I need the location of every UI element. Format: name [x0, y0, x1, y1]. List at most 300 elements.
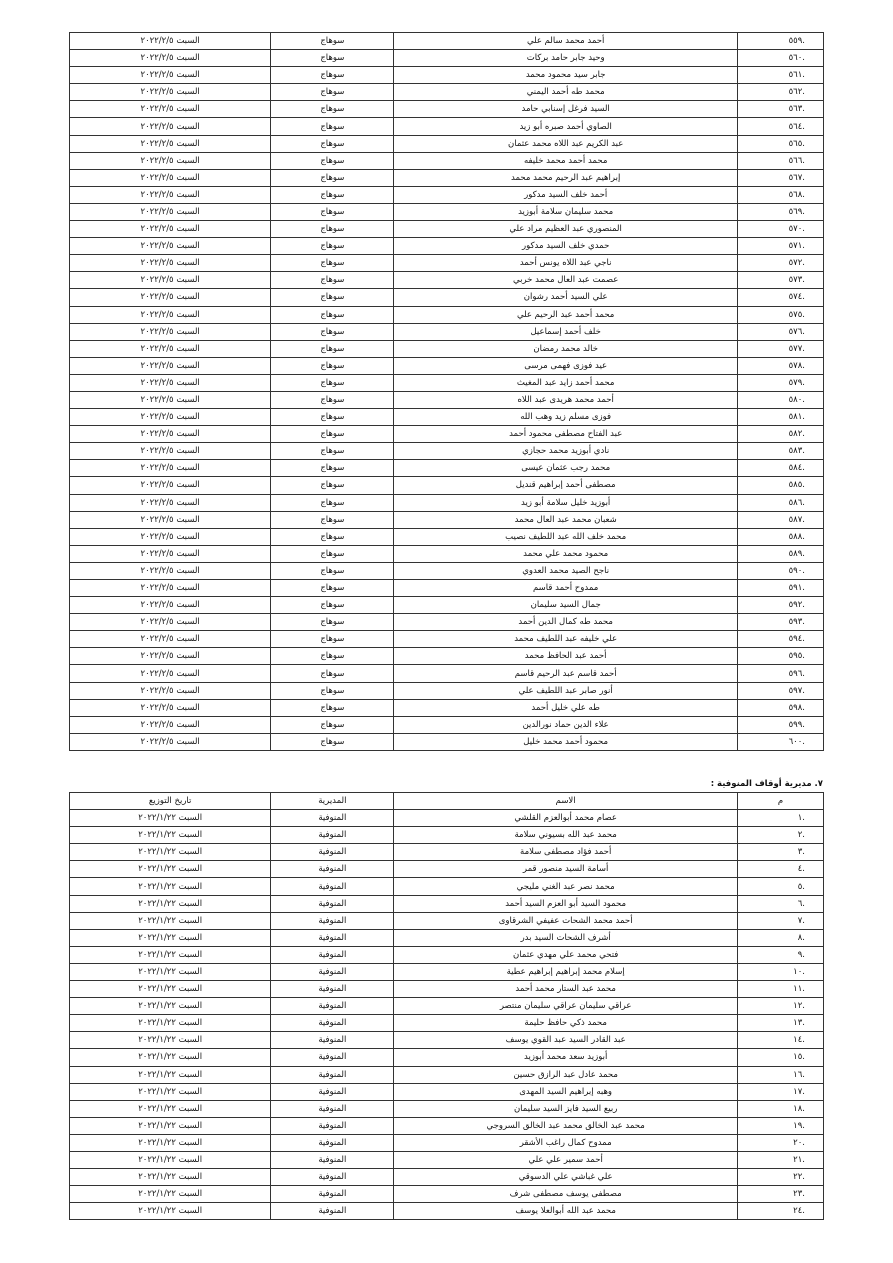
row-date: السبت ٢٠٢٢/٢/٥ [70, 648, 271, 665]
row-directorate: سوهاج [271, 238, 394, 255]
row-date: السبت ٢٠٢٢/١/٢٢ [70, 981, 271, 998]
row-number: .١٨ [737, 1100, 823, 1117]
row-directorate: المنوفية [271, 1032, 394, 1049]
row-number: .٥٩٣ [737, 614, 823, 631]
row-number: .٥٧١ [737, 238, 823, 255]
row-date: السبت ٢٠٢٢/٢/٥ [70, 357, 271, 374]
row-name: إسلام محمد إبراهيم إبراهيم عطية [394, 963, 737, 980]
table-row [70, 289, 824, 306]
row-date: السبت ٢٠٢٢/٢/٥ [70, 597, 271, 614]
table-row [70, 477, 824, 494]
header-directorate: المديرية [271, 793, 394, 810]
row-date: السبت ٢٠٢٢/١/٢٢ [70, 946, 271, 963]
table-row [70, 169, 824, 186]
row-directorate: المنوفية [271, 981, 394, 998]
row-number: .٥٩٩ [737, 716, 823, 733]
row-date: السبت ٢٠٢٢/٢/٥ [70, 169, 271, 186]
row-directorate: سوهاج [271, 460, 394, 477]
table-row [70, 221, 824, 238]
row-number: .٦ [737, 895, 823, 912]
table-row [70, 33, 824, 50]
row-date: السبت ٢٠٢٢/١/٢٢ [70, 963, 271, 980]
table-row [70, 340, 824, 357]
row-directorate: المنوفية [271, 878, 394, 895]
row-name: أبوزيد خليل سلامة أبو زيد [394, 494, 737, 511]
row-directorate: سوهاج [271, 528, 394, 545]
row-name: ناجح الصيد محمد العدوي [394, 562, 737, 579]
table-row [70, 391, 824, 408]
row-name: المنصوري عبد العظيم مراد علي [394, 221, 737, 238]
row-date: السبت ٢٠٢٢/٢/٥ [70, 494, 271, 511]
row-directorate: سوهاج [271, 494, 394, 511]
row-date: السبت ٢٠٢٢/٢/٥ [70, 409, 271, 426]
row-name: خلف أحمد إسماعيل [394, 323, 737, 340]
row-number: .٥٧٩ [737, 374, 823, 391]
table-row [70, 460, 824, 477]
table-row [70, 614, 824, 631]
table-row [70, 827, 824, 844]
row-number: .٥٦٨ [737, 186, 823, 203]
row-directorate: سوهاج [271, 631, 394, 648]
row-date: السبت ٢٠٢٢/٢/٥ [70, 580, 271, 597]
row-name: أحمد قاسم عبد الرحيم قاسم [394, 665, 737, 682]
row-directorate: المنوفية [271, 1049, 394, 1066]
row-date: السبت ٢٠٢٢/١/٢٢ [70, 1169, 271, 1186]
row-name: جابر سيد محمود محمد [394, 67, 737, 84]
row-date: السبت ٢٠٢٢/١/٢٢ [70, 998, 271, 1015]
row-directorate: سوهاج [271, 152, 394, 169]
table-row [70, 306, 824, 323]
row-number: .٥٨٤ [737, 460, 823, 477]
row-date: السبت ٢٠٢٢/١/٢٢ [70, 861, 271, 878]
row-number: .١٩ [737, 1117, 823, 1134]
table-row [70, 1203, 824, 1220]
row-date: السبت ٢٠٢٢/٢/٥ [70, 135, 271, 152]
row-directorate: سوهاج [271, 614, 394, 631]
row-directorate: المنوفية [271, 1083, 394, 1100]
row-date: السبت ٢٠٢٢/٢/٥ [70, 665, 271, 682]
header-date: تاريخ التوزيع [70, 793, 271, 810]
row-directorate: المنوفية [271, 861, 394, 878]
table-row [70, 545, 824, 562]
row-name: أحمد خلف السيد مدكور [394, 186, 737, 203]
row-name: محمود محمد علي محمد [394, 545, 737, 562]
row-date: السبت ٢٠٢٢/٢/٥ [70, 562, 271, 579]
row-directorate: المنوفية [271, 998, 394, 1015]
row-date: السبت ٢٠٢٢/٢/٥ [70, 614, 271, 631]
row-date: السبت ٢٠٢٢/١/٢٢ [70, 827, 271, 844]
row-directorate: سوهاج [271, 135, 394, 152]
table-row [70, 810, 824, 827]
table-row [70, 1083, 824, 1100]
row-directorate: سوهاج [271, 716, 394, 733]
row-directorate: سوهاج [271, 648, 394, 665]
row-number: .٥٨٣ [737, 443, 823, 460]
row-name: مصطفى أحمد إبراهيم قنديل [394, 477, 737, 494]
row-number: .٥٨٩ [737, 545, 823, 562]
row-number: .٥٩٠ [737, 562, 823, 579]
row-date: السبت ٢٠٢٢/٢/٥ [70, 101, 271, 118]
row-date: السبت ٢٠٢٢/٢/٥ [70, 272, 271, 289]
row-name: علاء الدين حماد نورالدين [394, 716, 737, 733]
row-number: .٢٢ [737, 1169, 823, 1186]
row-name: مصطفى يوسف مصطفى شرف [394, 1186, 737, 1203]
menoufia-table [69, 792, 824, 1220]
table-row [70, 878, 824, 895]
row-directorate: المنوفية [271, 1203, 394, 1220]
row-name: محمد عبد الخالق محمد عبد الخالق السروجي [394, 1117, 737, 1134]
row-directorate: سوهاج [271, 545, 394, 562]
row-number: .٥٧٠ [737, 221, 823, 238]
row-name: محمد أحمد عبد الرحيم علي [394, 306, 737, 323]
row-name: أبوزيد سعد محمد أبوزيد [394, 1049, 737, 1066]
row-directorate: سوهاج [271, 682, 394, 699]
table-row [70, 1032, 824, 1049]
row-number: .٥٦٩ [737, 203, 823, 220]
row-directorate: سوهاج [271, 272, 394, 289]
row-directorate: سوهاج [271, 340, 394, 357]
row-number: .٥٨٠ [737, 391, 823, 408]
row-number: .٥٩١ [737, 580, 823, 597]
row-number: .١٣ [737, 1015, 823, 1032]
table-row [70, 1015, 824, 1032]
row-number: .١١ [737, 981, 823, 998]
table-row [70, 238, 824, 255]
row-name: إبراهيم عبد الرحيم محمد محمد [394, 169, 737, 186]
row-directorate: سوهاج [271, 580, 394, 597]
row-directorate: المنوفية [271, 810, 394, 827]
table-row [70, 929, 824, 946]
row-number: .٥٧٤ [737, 289, 823, 306]
row-name: محمود أحمد محمد خليل [394, 733, 737, 750]
row-directorate: المنوفية [271, 895, 394, 912]
row-number: .٥٩٨ [737, 699, 823, 716]
row-date: السبت ٢٠٢٢/٢/٥ [70, 545, 271, 562]
table-row [70, 648, 824, 665]
row-name: محمد نصر عبد الغني مليجي [394, 878, 737, 895]
row-directorate: سوهاج [271, 597, 394, 614]
row-number: .٢٠ [737, 1134, 823, 1151]
row-name: وحيد جابر حامد بركات [394, 50, 737, 67]
row-number: .٥٦٤ [737, 118, 823, 135]
row-name: شعبان محمد عبد العال محمد [394, 511, 737, 528]
row-date: السبت ٢٠٢٢/١/٢٢ [70, 912, 271, 929]
row-name: خالد محمد رمضان [394, 340, 737, 357]
row-date: السبت ٢٠٢٢/٢/٥ [70, 443, 271, 460]
row-number: .٢٤ [737, 1203, 823, 1220]
table-row [70, 357, 824, 374]
table-row [70, 733, 824, 750]
row-number: .٥٩٥ [737, 648, 823, 665]
row-number: .٥٦٠ [737, 50, 823, 67]
row-name: أحمد سمير علي علي [394, 1151, 737, 1168]
row-name: ممدوح كمال راغب الأشقر [394, 1134, 737, 1151]
row-number: .٥٨٨ [737, 528, 823, 545]
row-number: .٥٦٢ [737, 84, 823, 101]
row-date: السبت ٢٠٢٢/٢/٥ [70, 374, 271, 391]
row-name: أشرف الشحات السيد بدر [394, 929, 737, 946]
row-directorate: سوهاج [271, 511, 394, 528]
table-row [70, 1066, 824, 1083]
table-row [70, 631, 824, 648]
row-name: فوزى مسلم زيد وهب الله [394, 409, 737, 426]
row-directorate: المنوفية [271, 844, 394, 861]
row-directorate: سوهاج [271, 357, 394, 374]
row-name: محمد رجب عثمان عيسى [394, 460, 737, 477]
row-number: .١٢ [737, 998, 823, 1015]
row-name: محمد عبد الله بسيوني سلامة [394, 827, 737, 844]
table-row [70, 998, 824, 1015]
row-number: .١٦ [737, 1066, 823, 1083]
row-date: السبت ٢٠٢٢/١/٢٢ [70, 1049, 271, 1066]
row-name: محمد طه أحمد اليمني [394, 84, 737, 101]
row-name: أحمد عبد الحافظ محمد [394, 648, 737, 665]
table-row [70, 84, 824, 101]
row-number: .٥٧٧ [737, 340, 823, 357]
row-number: .١٧ [737, 1083, 823, 1100]
row-name: محمد طه كمال الدين أحمد [394, 614, 737, 631]
row-directorate: سوهاج [271, 374, 394, 391]
row-number: .٩ [737, 946, 823, 963]
row-directorate: سوهاج [271, 203, 394, 220]
table-row [70, 101, 824, 118]
table-row [70, 562, 824, 579]
table-row [70, 716, 824, 733]
row-number: .١٤ [737, 1032, 823, 1049]
row-directorate: سوهاج [271, 391, 394, 408]
row-name: محمد عبد الله أبوالعلا يوسف [394, 1203, 737, 1220]
section-heading-menoufia: ٧. مديرية أوقاف المنوفية : [710, 779, 823, 789]
row-number: .١ [737, 810, 823, 827]
table-row [70, 1186, 824, 1203]
table-row [70, 665, 824, 682]
header-name: الاسم [394, 793, 737, 810]
row-date: السبت ٢٠٢٢/٢/٥ [70, 306, 271, 323]
row-directorate: سوهاج [271, 699, 394, 716]
row-date: السبت ٢٠٢٢/٢/٥ [70, 118, 271, 135]
row-date: السبت ٢٠٢٢/١/٢٢ [70, 1203, 271, 1220]
row-date: السبت ٢٠٢٢/٢/٥ [70, 391, 271, 408]
row-date: السبت ٢٠٢٢/٢/٥ [70, 699, 271, 716]
table-row [70, 861, 824, 878]
row-name: عراقي سليمان عراقي سليمان منتصر [394, 998, 737, 1015]
row-directorate: المنوفية [271, 1169, 394, 1186]
table-row [70, 844, 824, 861]
row-directorate: سوهاج [271, 67, 394, 84]
row-number: .٥٧٢ [737, 255, 823, 272]
row-name: عبد القادر السيد عبد القوي يوسف [394, 1032, 737, 1049]
row-date: السبت ٢٠٢٢/١/٢٢ [70, 1015, 271, 1032]
row-directorate: سوهاج [271, 289, 394, 306]
table-row [70, 963, 824, 980]
row-directorate: المنوفية [271, 963, 394, 980]
table-row [70, 494, 824, 511]
row-date: السبت ٢٠٢٢/١/٢٢ [70, 1066, 271, 1083]
row-date: السبت ٢٠٢٢/١/٢٢ [70, 1100, 271, 1117]
row-directorate: سوهاج [271, 477, 394, 494]
sohag-table-body [70, 33, 824, 751]
row-date: السبت ٢٠٢٢/١/٢٢ [70, 1117, 271, 1134]
row-number: .٢ [737, 827, 823, 844]
row-date: السبت ٢٠٢٢/١/٢٢ [70, 1083, 271, 1100]
row-name: ربيع السيد فايز السيد سليمان [394, 1100, 737, 1117]
row-date: السبت ٢٠٢٢/٢/٥ [70, 289, 271, 306]
row-directorate: سوهاج [271, 409, 394, 426]
row-name: السيد فرغل إسنابي حامد [394, 101, 737, 118]
row-directorate: سوهاج [271, 733, 394, 750]
table-row [70, 511, 824, 528]
row-directorate: المنوفية [271, 1015, 394, 1032]
row-name: محمد عبد الستار محمد أحمد [394, 981, 737, 998]
row-date: السبت ٢٠٢٢/١/٢٢ [70, 1032, 271, 1049]
row-date: السبت ٢٠٢٢/١/٢٢ [70, 895, 271, 912]
row-number: .٥٧٥ [737, 306, 823, 323]
row-directorate: سوهاج [271, 169, 394, 186]
row-date: السبت ٢٠٢٢/٢/٥ [70, 255, 271, 272]
header-no: م [737, 793, 823, 810]
row-directorate: المنوفية [271, 929, 394, 946]
row-name: علي السيد أحمد رشوان [394, 289, 737, 306]
table-row [70, 255, 824, 272]
row-date: السبت ٢٠٢٢/٢/٥ [70, 33, 271, 50]
row-number: .٥٩٦ [737, 665, 823, 682]
row-name: فتحي محمد علي مهدي عثمان [394, 946, 737, 963]
menoufia-table-header [70, 793, 824, 810]
row-directorate: المنوفية [271, 1186, 394, 1203]
table-row [70, 699, 824, 716]
table-row [70, 374, 824, 391]
table-row [70, 1134, 824, 1151]
row-date: السبت ٢٠٢٢/١/٢٢ [70, 810, 271, 827]
row-number: .١٥ [737, 1049, 823, 1066]
table-row [70, 580, 824, 597]
row-name: علي غباشي علي الدسوقي [394, 1169, 737, 1186]
row-number: .٥٨٥ [737, 477, 823, 494]
row-directorate: سوهاج [271, 426, 394, 443]
table-row [70, 50, 824, 67]
row-directorate: سوهاج [271, 101, 394, 118]
row-name: أسامة السيد منصور قمر [394, 861, 737, 878]
row-number: .٥٨٢ [737, 426, 823, 443]
row-number: .٦٠٠ [737, 733, 823, 750]
table-row [70, 946, 824, 963]
table-row [70, 981, 824, 998]
row-directorate: سوهاج [271, 255, 394, 272]
table-row [70, 443, 824, 460]
row-number: .٥٦٧ [737, 169, 823, 186]
row-directorate: المنوفية [271, 912, 394, 929]
menoufia-table-body [70, 810, 824, 1220]
row-date: السبت ٢٠٢٢/٢/٥ [70, 50, 271, 67]
row-date: السبت ٢٠٢٢/٢/٥ [70, 221, 271, 238]
row-directorate: سوهاج [271, 665, 394, 682]
row-date: السبت ٢٠٢٢/٢/٥ [70, 186, 271, 203]
row-name: طه علي خليل أحمد [394, 699, 737, 716]
row-date: السبت ٢٠٢٢/٢/٥ [70, 323, 271, 340]
table-row [70, 272, 824, 289]
row-name: محمد ذكي حافظ حليمة [394, 1015, 737, 1032]
row-directorate: سوهاج [271, 33, 394, 50]
row-date: السبت ٢٠٢٢/٢/٥ [70, 682, 271, 699]
row-date: السبت ٢٠٢٢/٢/٥ [70, 426, 271, 443]
row-date: السبت ٢٠٢٢/١/٢٢ [70, 929, 271, 946]
row-date: السبت ٢٠٢٢/٢/٥ [70, 477, 271, 494]
row-name: محمد أحمد محمد خليفه [394, 152, 737, 169]
row-number: .٥٩٢ [737, 597, 823, 614]
row-date: السبت ٢٠٢٢/١/٢٢ [70, 1151, 271, 1168]
row-number: .٥٩٤ [737, 631, 823, 648]
row-name: جمال السيد سليمان [394, 597, 737, 614]
table-row [70, 1117, 824, 1134]
row-directorate: المنوفية [271, 827, 394, 844]
table-row [70, 682, 824, 699]
table-row [70, 323, 824, 340]
row-directorate: المنوفية [271, 946, 394, 963]
row-date: السبت ٢٠٢٢/٢/٥ [70, 67, 271, 84]
row-name: عصمت عبد العال محمد خربي [394, 272, 737, 289]
row-date: السبت ٢٠٢٢/٢/٥ [70, 733, 271, 750]
table-row [70, 1100, 824, 1117]
row-directorate: سوهاج [271, 84, 394, 101]
table-row [70, 895, 824, 912]
row-directorate: سوهاج [271, 562, 394, 579]
table-row [70, 67, 824, 84]
row-number: .٧ [737, 912, 823, 929]
row-number: .٥٥٩ [737, 33, 823, 50]
row-date: السبت ٢٠٢٢/٢/٥ [70, 238, 271, 255]
row-name: أحمد فؤاد مصطفى سلامة [394, 844, 737, 861]
row-date: السبت ٢٠٢٢/٢/٥ [70, 340, 271, 357]
row-name: عيد فوزى فهمى مرسى [394, 357, 737, 374]
table-row [70, 409, 824, 426]
row-directorate: المنوفية [271, 1151, 394, 1168]
row-directorate: سوهاج [271, 186, 394, 203]
row-date: السبت ٢٠٢٢/٢/٥ [70, 152, 271, 169]
row-name: محمد عادل عبد الرازق حسين [394, 1066, 737, 1083]
row-number: .٥٧٨ [737, 357, 823, 374]
table-row [70, 1169, 824, 1186]
row-name: محمد سليمان سلامة أبوزيد [394, 203, 737, 220]
row-directorate: سوهاج [271, 118, 394, 135]
table-row [70, 135, 824, 152]
row-date: السبت ٢٠٢٢/١/٢٢ [70, 1186, 271, 1203]
table-row [70, 118, 824, 135]
row-number: .٥ [737, 878, 823, 895]
row-name: محمد خلف الله عبد اللطيف نصيب [394, 528, 737, 545]
row-date: السبت ٢٠٢٢/٢/٥ [70, 716, 271, 733]
table-row [70, 597, 824, 614]
row-name: نادي أبوزيد محمد حجازي [394, 443, 737, 460]
row-number: .٤ [737, 861, 823, 878]
row-name: عبد الفتاح مصطفى محمود أحمد [394, 426, 737, 443]
row-number: .٥٦٥ [737, 135, 823, 152]
row-name: أنور صابر عبد اللطيف علي [394, 682, 737, 699]
row-directorate: سوهاج [271, 306, 394, 323]
row-name: محمد أحمد زايد عبد المغيث [394, 374, 737, 391]
row-name: ممدوح أحمد قاسم [394, 580, 737, 597]
row-directorate: سوهاج [271, 50, 394, 67]
table-row [70, 1151, 824, 1168]
row-number: .٨ [737, 929, 823, 946]
row-date: السبت ٢٠٢٢/١/٢٢ [70, 878, 271, 895]
table-row [70, 528, 824, 545]
row-directorate: سوهاج [271, 221, 394, 238]
row-date: السبت ٢٠٢٢/٢/٥ [70, 460, 271, 477]
row-name: علي خليفه عبد اللطيف محمد [394, 631, 737, 648]
row-name: أحمد محمد هريدى عبد اللاه [394, 391, 737, 408]
row-name: حمدي خلف السيد مدكور [394, 238, 737, 255]
row-number: .٢٣ [737, 1186, 823, 1203]
